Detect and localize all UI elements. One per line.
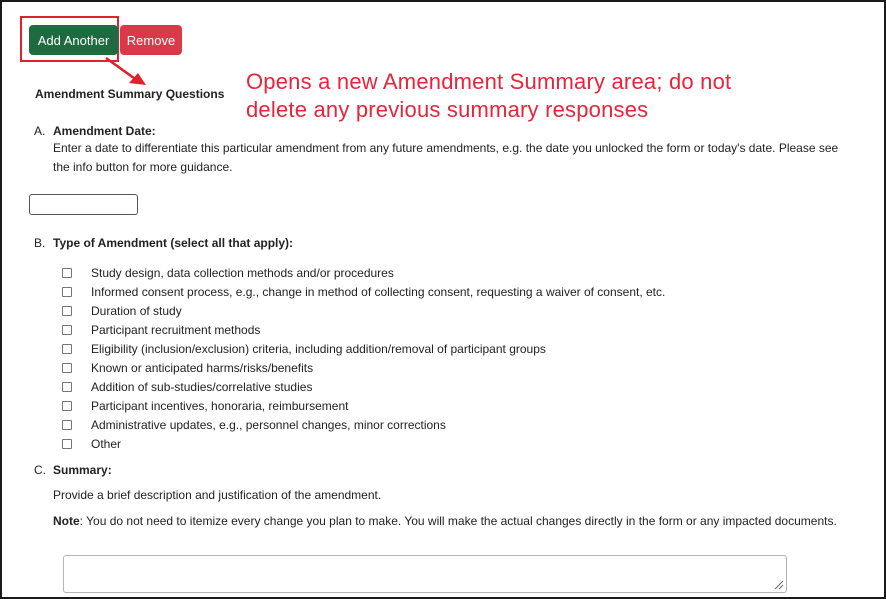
question-b-letter: B. <box>34 236 46 250</box>
question-c-description: Provide a brief description and justification of the amendment. <box>53 488 382 502</box>
checkbox-row[interactable] <box>62 301 665 320</box>
checkbox-label: Study design, data collection methods and/or procedures <box>91 265 394 280</box>
annotation-callout <box>246 68 846 124</box>
checkbox-row[interactable] <box>62 320 665 339</box>
checkbox[interactable] <box>62 363 72 373</box>
checkbox-row[interactable] <box>62 416 665 435</box>
checkbox-label: Addition of sub-studies/correlative studies <box>91 380 313 395</box>
question-b-title: Type of Amendment (select all that apply): <box>53 236 294 250</box>
amendment-type-checklist <box>62 263 665 454</box>
add-another-button[interactable]: Add Another <box>29 25 118 55</box>
checkbox-label: Other <box>91 437 122 452</box>
remove-button[interactable]: Remove <box>120 25 182 55</box>
checkbox[interactable] <box>62 268 72 278</box>
annotation-line-2: delete any previous summary responses <box>246 97 649 122</box>
annotation-line-1: Opens a new Amendment Summary area; do not <box>246 69 732 94</box>
checkbox-row[interactable] <box>62 263 665 282</box>
note-text: : You do not need to itemize every change you plan to make. You will make the actual changes directly in the form or any impacted documents. <box>79 514 837 528</box>
summary-textarea[interactable] <box>63 555 787 593</box>
checkbox-label: Known or anticipated harms/risks/benefits <box>91 361 314 376</box>
checkbox[interactable] <box>62 439 72 449</box>
checkbox[interactable] <box>62 420 72 430</box>
checkbox-label: Informed consent process, e.g., change in method of collecting consent, requesting a waiver of consent, etc. <box>91 284 666 299</box>
checkbox[interactable] <box>62 325 72 335</box>
checkbox-label: Eligibility (inclusion/exclusion) criteria, including addition/removal of participant groups <box>91 341 546 356</box>
question-a-description: Enter a date to differentiate this particular amendment from any future amendments, e.g. the date you unlocked the form or today's date. Please see the info button for more guidance. <box>53 141 839 174</box>
annotation-arrow-icon <box>102 54 152 88</box>
checkbox[interactable] <box>62 382 72 392</box>
checkbox[interactable] <box>62 401 72 411</box>
checkbox[interactable] <box>62 287 72 297</box>
question-c-letter: C. <box>34 463 46 477</box>
checkbox-label: Administrative updates, e.g., personnel changes, minor corrections <box>91 418 446 433</box>
question-c-title: Summary: <box>53 463 112 477</box>
checkbox-row[interactable] <box>62 358 665 377</box>
question-c-note <box>53 512 853 531</box>
resize-grip-icon[interactable] <box>774 580 784 590</box>
checkbox-row[interactable] <box>62 282 665 301</box>
note-label: Note <box>53 514 80 528</box>
checkbox-label: Duration of study <box>91 303 182 318</box>
section-title: Amendment Summary Questions <box>35 87 225 101</box>
amendment-date-input[interactable] <box>29 194 138 215</box>
checkbox[interactable] <box>62 306 72 316</box>
checkbox-label: Participant recruitment methods <box>91 322 261 337</box>
question-a-letter: A. <box>34 124 46 138</box>
checkbox-label: Participant incentives, honoraria, reimbursement <box>91 399 349 414</box>
checkbox-row[interactable] <box>62 378 665 397</box>
checkbox[interactable] <box>62 344 72 354</box>
question-a-title: Amendment Date: <box>53 124 156 138</box>
checkbox-row[interactable] <box>62 339 665 358</box>
checkbox-row[interactable] <box>62 397 665 416</box>
checkbox-row[interactable] <box>62 435 665 454</box>
